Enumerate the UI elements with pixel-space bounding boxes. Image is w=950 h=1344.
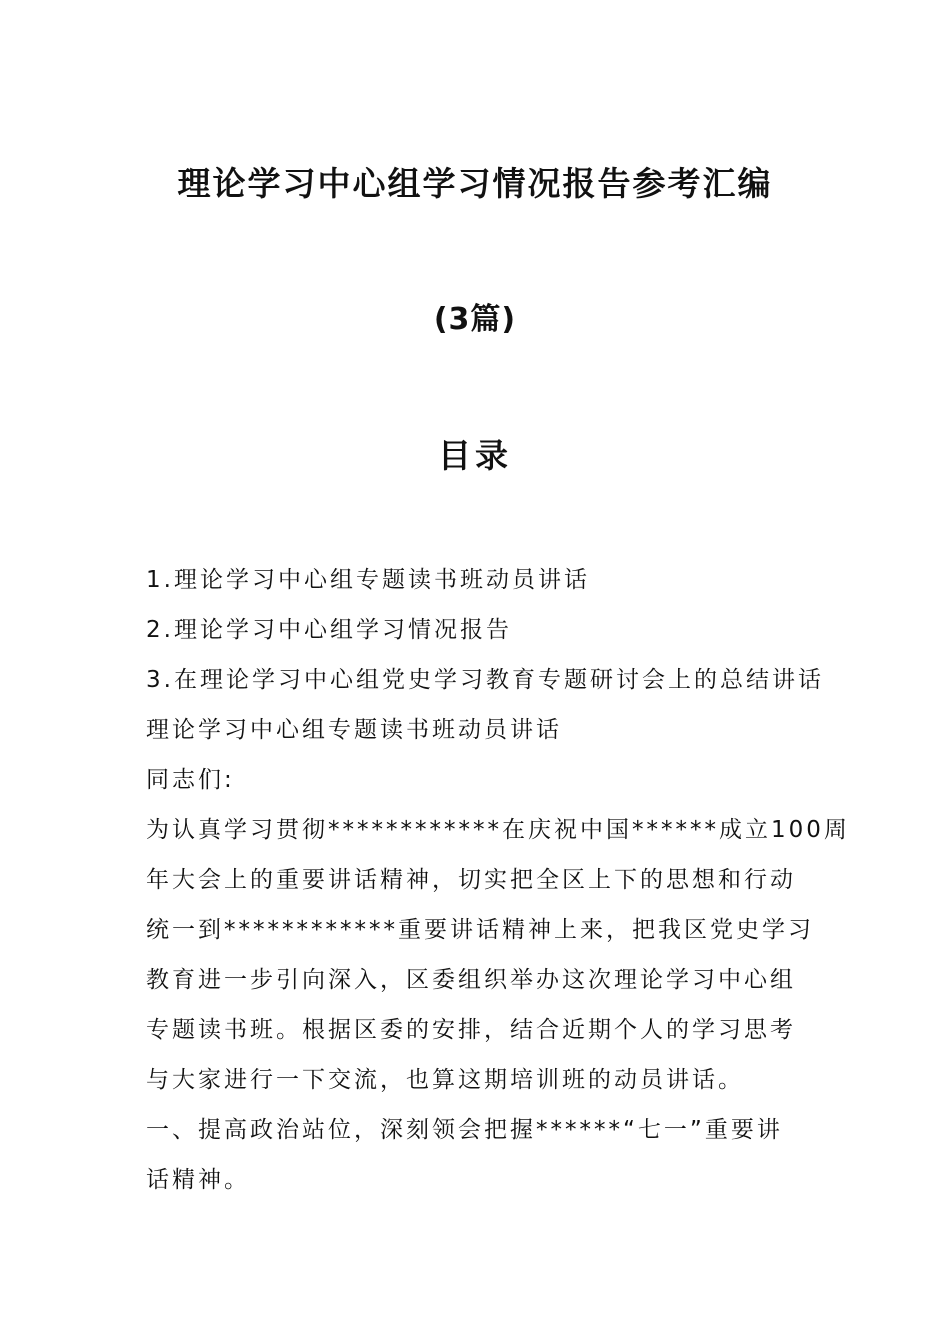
- toc-item-1: 1.理论学习中心组专题读书班动员讲话: [146, 567, 590, 593]
- section-heading-line-2: 话精神。: [146, 1167, 250, 1193]
- toc-heading: 目录: [438, 436, 512, 475]
- document-subtitle: (3篇): [433, 302, 517, 337]
- salutation: 同志们:: [146, 767, 235, 793]
- article-title: 理论学习中心组专题读书班动员讲话: [146, 717, 562, 743]
- paragraph-line-1: 为认真学习贯彻************在庆祝中国******成立100周: [146, 817, 850, 843]
- document-title: 理论学习中心组学习情况报告参考汇编: [177, 164, 773, 203]
- paragraph-line-2: 年大会上的重要讲话精神，切实把全区上下的思想和行动: [146, 867, 796, 893]
- toc-item-3: 3.在理论学习中心组党史学习教育专题研讨会上的总结讲话: [146, 667, 824, 693]
- paragraph-line-4: 教育进一步引向深入，区委组织举办这次理论学习中心组: [146, 967, 796, 993]
- paragraph-line-5: 专题读书班。根据区委的安排，结合近期个人的学习思考: [146, 1017, 796, 1043]
- section-heading-line-1: 一、提高政治站位，深刻领会把握******“七一”重要讲: [146, 1117, 783, 1143]
- paragraph-line-6: 与大家进行一下交流，也算这期培训班的动员讲话。: [146, 1067, 744, 1093]
- toc-item-2: 2.理论学习中心组学习情况报告: [146, 617, 512, 643]
- document-body: [146, 555, 850, 1205]
- paragraph-line-3: 统一到************重要讲话精神上来，把我区党史学习: [146, 917, 814, 943]
